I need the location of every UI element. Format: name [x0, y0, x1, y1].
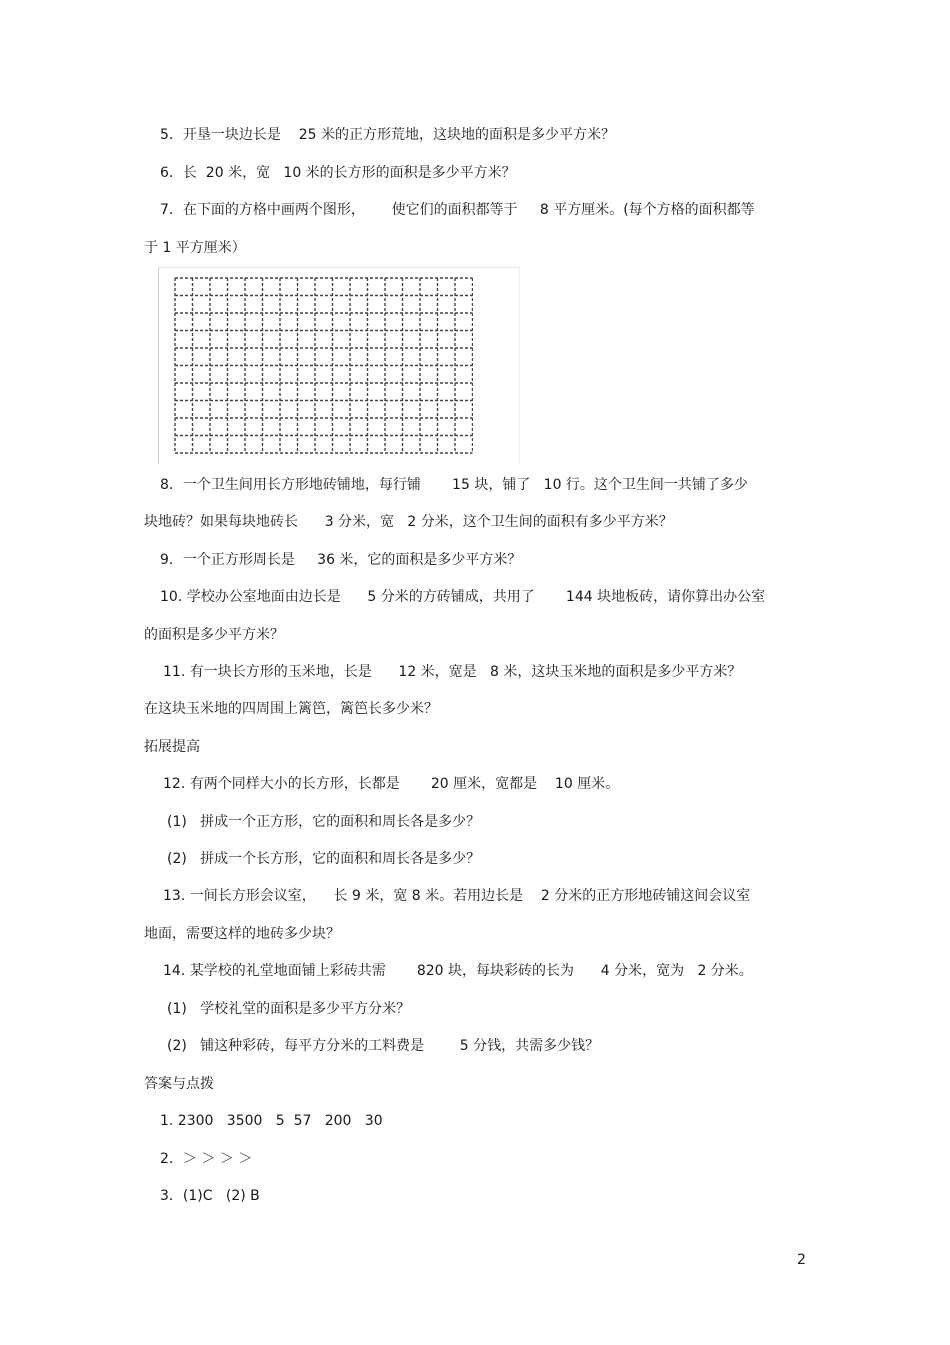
q9-text: 9．一个正方形周长是 36 米，它的面积是多少平方米？	[160, 552, 522, 568]
answers-heading: 答案与点拨	[144, 1076, 214, 1092]
q8-text-line2: 块地砖？如果每块地砖长 3 分米，宽 2 分米，这个卫生间的面积有多少平方米？	[144, 514, 673, 530]
q12-part1-text: (1) 拼成一个正方形，它的面积和周长各是多少？	[167, 814, 481, 830]
dashed-grid	[173, 276, 473, 458]
q13-text-line2: 地面，需要这样的地砖多少块？	[144, 926, 340, 942]
q14-part1-text: (1) 学校礼堂的面积是多少平方分米？	[167, 1001, 411, 1017]
q11-text-line2: 在这块玉米地的四周围上篱笆，篱笆长多少米？	[144, 701, 438, 717]
answer-3: 3．(1)C (2) B	[160, 1188, 260, 1204]
square-grid-figure	[158, 267, 520, 464]
q14-text: 14. 某学校的礼堂地面铺上彩砖共需 820 块，每块彩砖的长为 4 分米，宽为 2 分米。	[163, 963, 753, 979]
q8-text-line1: 8．一个卫生间用长方形地砖铺地，每行铺 15 块，铺了 10 行。这个卫生间一共铺了多少	[160, 477, 748, 493]
answer-1: 1. 2300 3500 5 57 200 30	[160, 1113, 383, 1129]
q12-part2-text: (2) 拼成一个长方形，它的面积和周长各是多少？	[167, 851, 481, 867]
q5-text: 5．开垦一块边长是 25 米的正方形荒地，这块地的面积是多少平方米？	[160, 127, 615, 143]
q7-text-line1: 7．在下面的方格中画两个图形， 使它们的面积都等于 8 平方厘米。(每个方格的面积都等	[160, 202, 755, 218]
q7-text-line2: 于 1 平方厘米）	[144, 240, 246, 256]
q10-text-line1: 10. 学校办公室地面由边长是 5 分米的方砖铺成，共用了 144 块地板砖，请你算出办公室	[160, 589, 766, 605]
q14-part2-text: (2) 铺这种彩砖，每平方分米的工料费是 5 分钱，共需多少钱？	[167, 1038, 600, 1054]
page-number: 2	[797, 1252, 806, 1268]
q10-text-line2: 的面积是多少平方米？	[144, 627, 284, 643]
q12-text: 12. 有两个同样大小的长方形，长都是 20 厘米，宽都是 10 厘米。	[163, 776, 620, 792]
q13-text-line1: 13. 一间长方形会议室， 长 9 米，宽 8 米。若用边长是 2 分米的正方形地砖铺这间会议室	[163, 888, 751, 904]
section-heading-extension: 拓展提高	[144, 739, 200, 755]
q6-text: 6．长 20 米，宽 10 米的长方形的面积是多少平方米？	[160, 165, 516, 181]
answer-2: 2．＞ ＞ ＞ ＞	[160, 1151, 253, 1167]
q11-text-line1: 11. 有一块长方形的玉米地，长是 12 米，宽是 8 米，这块玉米地的面积是多少平方米？	[163, 664, 742, 680]
